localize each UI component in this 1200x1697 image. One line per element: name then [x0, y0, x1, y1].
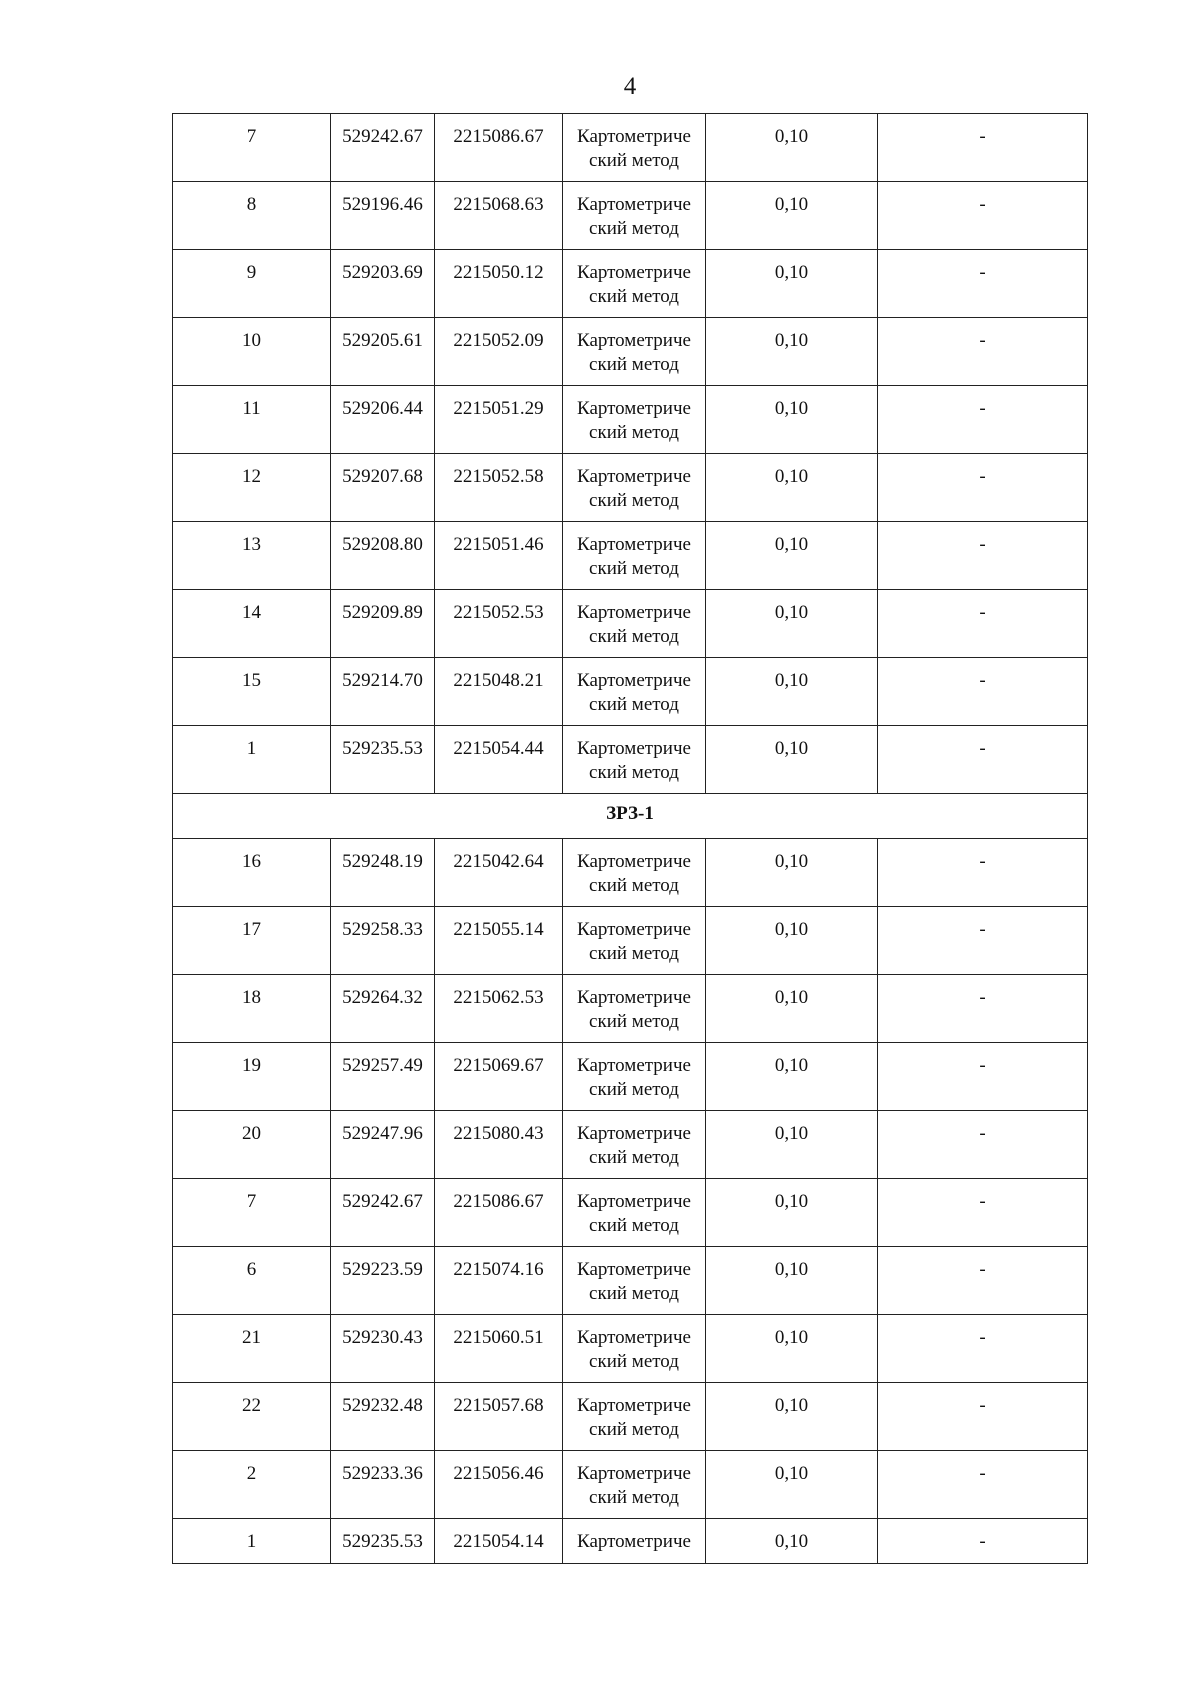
x-coordinate-cell: 529207.68 — [331, 454, 435, 522]
x-coordinate-cell: 529235.53 — [331, 1519, 435, 1564]
point-number-cell: 1 — [173, 726, 331, 794]
method-cell — [563, 454, 706, 522]
x-coordinate-cell: 529208.80 — [331, 522, 435, 590]
accuracy-cell: 0,10 — [706, 658, 878, 726]
point-number-cell: 20 — [173, 1111, 331, 1179]
y-coordinate-cell: 2215052.58 — [435, 454, 563, 522]
point-number-cell: 7 — [173, 114, 331, 182]
point-number-cell: 8 — [173, 182, 331, 250]
note-cell: - — [878, 1315, 1088, 1383]
note-cell: - — [878, 318, 1088, 386]
method-cell — [563, 250, 706, 318]
method-text: Картометриче ский метод — [577, 851, 691, 896]
point-number-cell: 10 — [173, 318, 331, 386]
table-row — [173, 907, 1088, 975]
y-coordinate-cell: 2215086.67 — [435, 114, 563, 182]
accuracy-cell: 0,10 — [706, 1451, 878, 1519]
point-number-cell: 6 — [173, 1247, 331, 1315]
method-cell — [563, 1247, 706, 1315]
table-row — [173, 1383, 1088, 1451]
method-text: Картометриче ский метод — [577, 1327, 691, 1372]
method-text: Картометриче ский метод — [577, 534, 691, 579]
table-row — [173, 182, 1088, 250]
note-cell: - — [878, 250, 1088, 318]
note-cell: - — [878, 1383, 1088, 1451]
section-row — [173, 794, 1088, 839]
x-coordinate-cell: 529247.96 — [331, 1111, 435, 1179]
note-cell: - — [878, 114, 1088, 182]
point-number-cell: 1 — [173, 1519, 331, 1564]
table-row — [173, 318, 1088, 386]
point-number-cell: 12 — [173, 454, 331, 522]
point-number-cell: 18 — [173, 975, 331, 1043]
method-cell — [563, 839, 706, 907]
note-cell: - — [878, 1519, 1088, 1564]
x-coordinate-cell: 529233.36 — [331, 1451, 435, 1519]
table-row — [173, 1315, 1088, 1383]
method-text: Картометриче ский метод — [577, 1395, 691, 1440]
x-coordinate-cell: 529209.89 — [331, 590, 435, 658]
point-number-cell: 7 — [173, 1179, 331, 1247]
note-cell: - — [878, 386, 1088, 454]
y-coordinate-cell: 2215068.63 — [435, 182, 563, 250]
method-text: Картометриче ский метод — [577, 398, 691, 443]
x-coordinate-cell: 529264.32 — [331, 975, 435, 1043]
y-coordinate-cell: 2215052.09 — [435, 318, 563, 386]
method-text: Картометриче ский метод — [577, 1055, 691, 1100]
method-text: Картометриче ский метод — [577, 194, 691, 239]
page-number: 4 — [623, 73, 637, 100]
method-cell — [563, 522, 706, 590]
x-coordinate-cell: 529203.69 — [331, 250, 435, 318]
x-coordinate-cell: 529232.48 — [331, 1383, 435, 1451]
accuracy-cell: 0,10 — [706, 114, 878, 182]
accuracy-cell: 0,10 — [706, 182, 878, 250]
table-row — [173, 1247, 1088, 1315]
method-text: Картометриче ский метод — [577, 670, 691, 715]
table-row — [173, 975, 1088, 1043]
x-coordinate-cell: 529214.70 — [331, 658, 435, 726]
method-cell — [563, 590, 706, 658]
accuracy-cell: 0,10 — [706, 1111, 878, 1179]
note-cell: - — [878, 907, 1088, 975]
x-coordinate-cell: 529206.44 — [331, 386, 435, 454]
x-coordinate-cell: 529196.46 — [331, 182, 435, 250]
table-row — [173, 839, 1088, 907]
point-number-cell: 11 — [173, 386, 331, 454]
point-number-cell: 16 — [173, 839, 331, 907]
method-text: Картометриче ский метод — [577, 738, 691, 783]
x-coordinate-cell: 529248.19 — [331, 839, 435, 907]
coordinates-table — [172, 113, 1088, 1564]
point-number-cell: 2 — [173, 1451, 331, 1519]
point-number-cell: 19 — [173, 1043, 331, 1111]
accuracy-cell: 0,10 — [706, 318, 878, 386]
method-cell — [563, 658, 706, 726]
method-cell — [563, 386, 706, 454]
y-coordinate-cell: 2215051.29 — [435, 386, 563, 454]
accuracy-cell: 0,10 — [706, 1315, 878, 1383]
x-coordinate-cell: 529242.67 — [331, 114, 435, 182]
note-cell: - — [878, 454, 1088, 522]
point-number-cell: 13 — [173, 522, 331, 590]
table-row — [173, 658, 1088, 726]
y-coordinate-cell: 2215069.67 — [435, 1043, 563, 1111]
point-number-cell: 21 — [173, 1315, 331, 1383]
y-coordinate-cell: 2215048.21 — [435, 658, 563, 726]
accuracy-cell: 0,10 — [706, 1043, 878, 1111]
accuracy-cell: 0,10 — [706, 386, 878, 454]
x-coordinate-cell: 529235.53 — [331, 726, 435, 794]
table-row — [173, 590, 1088, 658]
y-coordinate-cell: 2215060.51 — [435, 1315, 563, 1383]
method-cell — [563, 1315, 706, 1383]
accuracy-cell: 0,10 — [706, 839, 878, 907]
method-cell — [563, 726, 706, 794]
point-number-cell: 17 — [173, 907, 331, 975]
y-coordinate-cell: 2215074.16 — [435, 1247, 563, 1315]
x-coordinate-cell: 529242.67 — [331, 1179, 435, 1247]
method-cell — [563, 907, 706, 975]
accuracy-cell: 0,10 — [706, 1519, 878, 1564]
method-cell — [563, 975, 706, 1043]
method-text: Картометриче ский метод — [577, 919, 691, 964]
x-coordinate-cell: 529230.43 — [331, 1315, 435, 1383]
point-number-cell: 14 — [173, 590, 331, 658]
note-cell: - — [878, 839, 1088, 907]
y-coordinate-cell: 2215051.46 — [435, 522, 563, 590]
method-text: Картометриче ский метод — [577, 1191, 691, 1236]
y-coordinate-cell: 2215054.44 — [435, 726, 563, 794]
method-text: Картометриче ский метод — [577, 987, 691, 1032]
table-row — [173, 454, 1088, 522]
method-cell — [563, 182, 706, 250]
accuracy-cell: 0,10 — [706, 726, 878, 794]
note-cell: - — [878, 726, 1088, 794]
note-cell: - — [878, 1179, 1088, 1247]
note-cell: - — [878, 1111, 1088, 1179]
x-coordinate-cell: 529257.49 — [331, 1043, 435, 1111]
accuracy-cell: 0,10 — [706, 590, 878, 658]
x-coordinate-cell: 529258.33 — [331, 907, 435, 975]
method-text: Картометриче ский метод — [577, 126, 691, 171]
method-cell — [563, 1111, 706, 1179]
accuracy-cell: 0,10 — [706, 454, 878, 522]
accuracy-cell: 0,10 — [706, 975, 878, 1043]
table-row — [173, 726, 1088, 794]
accuracy-cell: 0,10 — [706, 250, 878, 318]
section-label: ЗРЗ-1 — [173, 794, 1088, 839]
accuracy-cell: 0,10 — [706, 1179, 878, 1247]
method-cell — [563, 1179, 706, 1247]
table-row — [173, 1179, 1088, 1247]
y-coordinate-cell: 2215080.43 — [435, 1111, 563, 1179]
method-cell — [563, 1383, 706, 1451]
y-coordinate-cell: 2215050.12 — [435, 250, 563, 318]
y-coordinate-cell: 2215057.68 — [435, 1383, 563, 1451]
note-cell: - — [878, 1043, 1088, 1111]
table-row — [173, 522, 1088, 590]
method-cell — [563, 114, 706, 182]
method-text: Картометриче ский метод — [577, 262, 691, 307]
note-cell: - — [878, 658, 1088, 726]
coordinates-table-body — [173, 114, 1088, 1564]
point-number-cell: 15 — [173, 658, 331, 726]
method-cell — [563, 1451, 706, 1519]
method-text: Картометриче — [577, 1531, 691, 1552]
accuracy-cell: 0,10 — [706, 1383, 878, 1451]
note-cell: - — [878, 1247, 1088, 1315]
y-coordinate-cell: 2215056.46 — [435, 1451, 563, 1519]
note-cell: - — [878, 522, 1088, 590]
table-row — [173, 386, 1088, 454]
table-row — [173, 114, 1088, 182]
accuracy-cell: 0,10 — [706, 907, 878, 975]
method-cell — [563, 1043, 706, 1111]
x-coordinate-cell: 529223.59 — [331, 1247, 435, 1315]
y-coordinate-cell: 2215062.53 — [435, 975, 563, 1043]
table-row — [173, 1451, 1088, 1519]
accuracy-cell: 0,10 — [706, 1247, 878, 1315]
x-coordinate-cell: 529205.61 — [331, 318, 435, 386]
table-row — [173, 250, 1088, 318]
method-text: Картометриче ский метод — [577, 1463, 691, 1508]
table-row — [173, 1043, 1088, 1111]
note-cell: - — [878, 1451, 1088, 1519]
method-text: Картометриче ский метод — [577, 330, 691, 375]
y-coordinate-cell: 2215055.14 — [435, 907, 563, 975]
table-row — [173, 1111, 1088, 1179]
note-cell: - — [878, 182, 1088, 250]
y-coordinate-cell: 2215086.67 — [435, 1179, 563, 1247]
point-number-cell: 9 — [173, 250, 331, 318]
accuracy-cell: 0,10 — [706, 522, 878, 590]
y-coordinate-cell: 2215052.53 — [435, 590, 563, 658]
method-text: Картометриче ский метод — [577, 1259, 691, 1304]
table-row — [173, 1519, 1088, 1564]
method-cell — [563, 318, 706, 386]
method-text: Картометриче ский метод — [577, 1123, 691, 1168]
note-cell: - — [878, 975, 1088, 1043]
y-coordinate-cell: 2215054.14 — [435, 1519, 563, 1564]
method-text: Картометриче ский метод — [577, 602, 691, 647]
y-coordinate-cell: 2215042.64 — [435, 839, 563, 907]
method-text: Картометриче ский метод — [577, 466, 691, 511]
method-cell — [563, 1519, 706, 1564]
point-number-cell: 22 — [173, 1383, 331, 1451]
note-cell: - — [878, 590, 1088, 658]
